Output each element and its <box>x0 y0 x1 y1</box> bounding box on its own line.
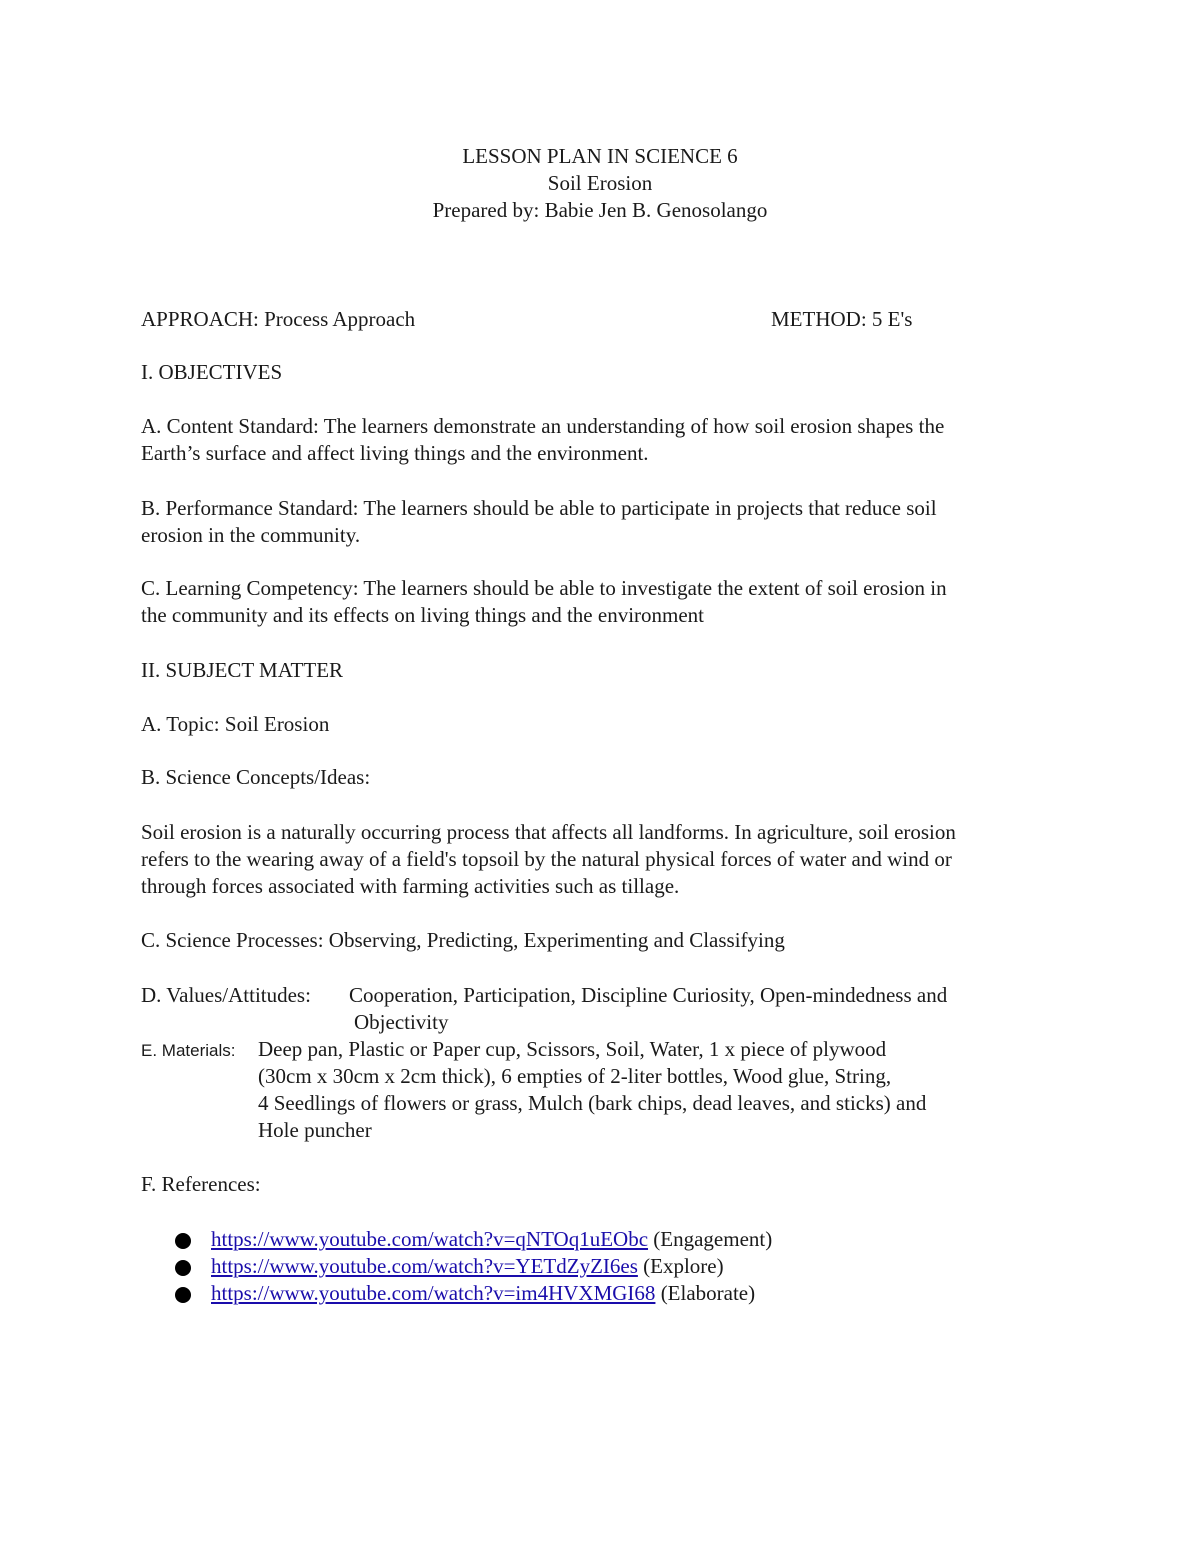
reference-item <box>211 1226 772 1253</box>
reference-item <box>211 1280 755 1307</box>
lesson-title: LESSON PLAN IN SCIENCE 6 <box>462 144 738 168</box>
concepts-text-line-3: through forces associated with farming activities such as tillage. <box>141 874 680 898</box>
lesson-subtitle: Soil Erosion <box>547 171 653 195</box>
science-processes: C. Science Processes: Observing, Predicting, Experimenting and Classifying <box>141 928 785 952</box>
values-text-line-2: Objectivity <box>354 1010 449 1034</box>
performance-standard-line-1: B. Performance Standard: The learners should be able to participate in projects that reduce soil <box>141 496 937 520</box>
reference-link-3[interactable]: https://www.youtube.com/watch?v=im4HVXMGI68 <box>211 1281 656 1305</box>
values-text-line-1: Cooperation, Participation, Discipline Curiosity, Open-mindedness and <box>349 983 948 1007</box>
bullet-icon <box>175 1287 191 1303</box>
objectives-heading: I. OBJECTIVES <box>141 360 283 384</box>
learning-competency-line-2: the community and its effects on living things and the environment <box>141 603 705 627</box>
reference-item <box>211 1253 724 1280</box>
reference-note-3: (Elaborate) <box>655 1281 756 1305</box>
materials-text-line-2: (30cm x 30cm x 2cm thick), 6 empties of 2-liter bottles, Wood glue, String, <box>258 1064 892 1088</box>
reference-note-1: (Engagement) <box>648 1227 773 1251</box>
concepts-heading: B. Science Concepts/Ideas: <box>141 765 371 789</box>
learning-competency-line-1: C. Learning Competency: The learners should be able to investigate the extent of soil erosion in <box>141 576 947 600</box>
bullet-icon <box>175 1260 191 1276</box>
concepts-text-line-2: refers to the wearing away of a field's topsoil by the natural physical forces of water and wind or <box>141 847 952 871</box>
materials-text-line-4: Hole puncher <box>258 1118 372 1142</box>
reference-link-2[interactable]: https://www.youtube.com/watch?v=YETdZyZI6es <box>211 1254 638 1278</box>
content-standard-line-2: Earth’s surface and affect living things and the environment. <box>141 441 649 465</box>
reference-link-1[interactable]: https://www.youtube.com/watch?v=qNTOq1uEObc <box>211 1227 649 1251</box>
reference-note-2: (Explore) <box>637 1254 724 1278</box>
values-label: D. Values/Attitudes: <box>141 983 311 1007</box>
approach-text: APPROACH: Process Approach <box>141 307 416 331</box>
performance-standard-line-2: erosion in the community. <box>141 523 361 547</box>
bullet-icon <box>175 1233 191 1249</box>
method-text: METHOD: 5 E's <box>771 307 913 331</box>
materials-text-line-3: 4 Seedlings of flowers or grass, Mulch (bark chips, dead leaves, and sticks) and <box>258 1091 927 1115</box>
topic-line: A. Topic: Soil Erosion <box>141 712 330 736</box>
content-standard-line-1: A. Content Standard: The learners demonstrate an understanding of how soil erosion shapes the <box>141 414 945 438</box>
subject-matter-heading: II. SUBJECT MATTER <box>141 658 344 682</box>
references-heading: F. References: <box>141 1172 261 1196</box>
materials-text-line-1: Deep pan, Plastic or Paper cup, Scissors, Soil, Water, 1 x piece of plywood <box>258 1037 887 1061</box>
materials-label: E. Materials: <box>141 1041 236 1060</box>
prepared-by: Prepared by: Babie Jen B. Genosolango <box>432 198 768 222</box>
concepts-text-line-1: Soil erosion is a naturally occurring process that affects all landforms. In agriculture, soil erosion <box>141 820 956 844</box>
